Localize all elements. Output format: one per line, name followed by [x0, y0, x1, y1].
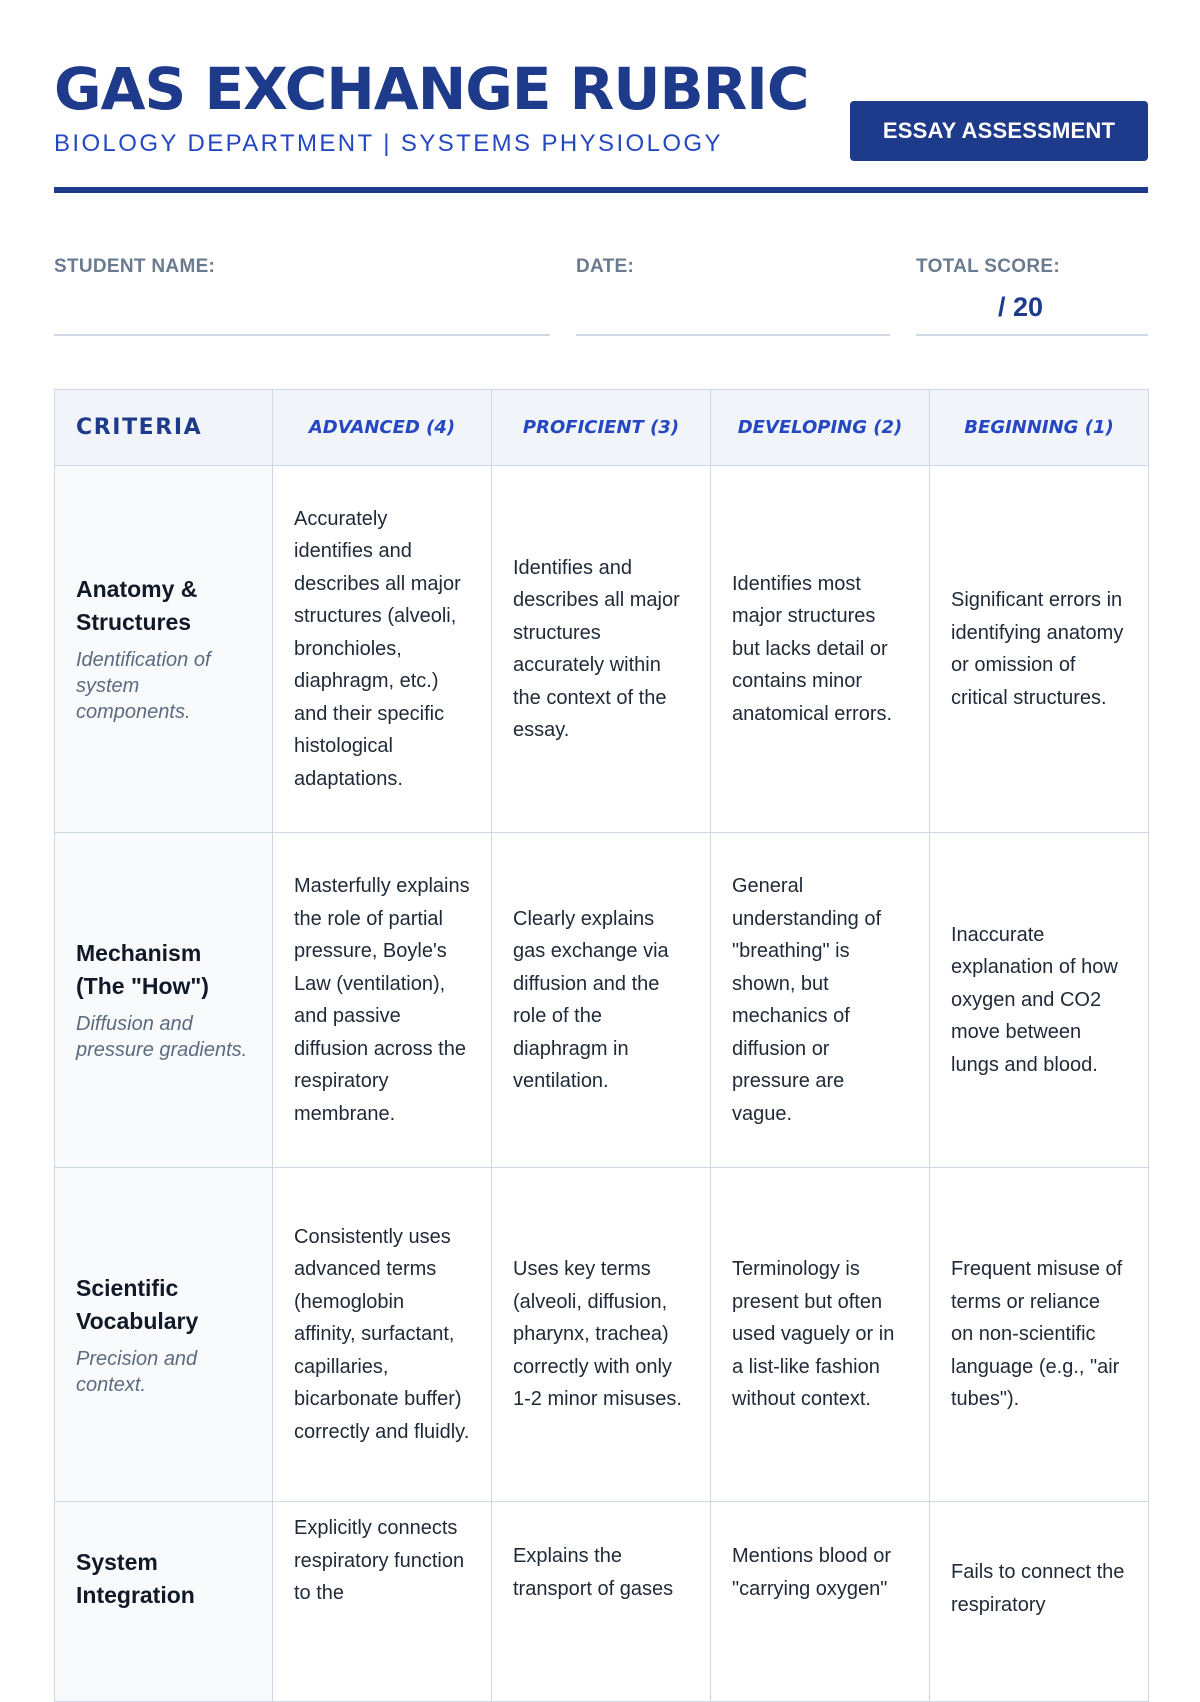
- header-criteria: CRITERIA: [55, 390, 273, 466]
- rubric-header-row: [55, 390, 1149, 466]
- total-score-label: TOTAL SCORE:: [916, 256, 1060, 277]
- header-proficient: PROFICIENT (3): [492, 390, 711, 466]
- essay-assessment-badge: ESSAY ASSESSMENT: [850, 101, 1148, 161]
- criteria-name: Mechanism (The "How"): [76, 940, 209, 999]
- developing-descriptor: General understanding of "breathing" is shown, but mechanics of diffusion or pressure are vague.: [711, 833, 930, 1168]
- beginning-descriptor: Frequent misuse of terms or reliance on non-scientific language (e.g., "air tubes").: [930, 1168, 1149, 1502]
- beginning-descriptor: Significant errors in identifying anatomy or omission of critical structures.: [930, 466, 1149, 833]
- date-field[interactable]: [576, 256, 890, 336]
- advanced-descriptor: Explicitly connects respiratory function to the: [273, 1502, 492, 1702]
- beginning-descriptor: Inaccurate explanation of how oxygen and CO2 move between lungs and blood.: [930, 833, 1149, 1168]
- criteria-cell: [55, 833, 273, 1168]
- criteria-cell: [55, 466, 273, 833]
- beginning-descriptor: Fails to connect the respiratory: [930, 1502, 1149, 1702]
- developing-descriptor: Identifies most major structures but lacks detail or contains minor anatomical errors.: [711, 466, 930, 833]
- page-title: GAS EXCHANGE RUBRIC: [54, 55, 809, 123]
- criteria-cell: [55, 1502, 273, 1702]
- criteria-cell: [55, 1168, 273, 1502]
- proficient-descriptor: Identifies and describes all major structures accurately within the context of the essay.: [492, 466, 711, 833]
- rubric-table: [54, 389, 1149, 1702]
- total-score-field[interactable]: [916, 256, 1148, 336]
- developing-descriptor: Terminology is present but often used vaguely or in a list-like fashion without context.: [711, 1168, 930, 1502]
- table-row: [55, 1502, 1149, 1702]
- header-advanced: ADVANCED (4): [273, 390, 492, 466]
- header-beginning: BEGINNING (1): [930, 390, 1149, 466]
- developing-descriptor: Mentions blood or "carrying oxygen": [711, 1502, 930, 1702]
- criteria-description: Precision and context.: [76, 1347, 198, 1396]
- header-divider: [54, 187, 1148, 193]
- total-score-value: / 20: [998, 292, 1044, 322]
- advanced-descriptor: Consistently uses advanced terms (hemoglobin affinity, surfactant, capillaries, bicarbonate buffer) correctly and fluidly.: [273, 1168, 492, 1502]
- page-subtitle: BIOLOGY DEPARTMENT | SYSTEMS PHYSIOLOGY: [54, 130, 723, 157]
- criteria-name: System Integration: [76, 1549, 195, 1608]
- date-label: DATE:: [576, 256, 635, 277]
- page-header: [54, 55, 1148, 194]
- student-name-label: STUDENT NAME:: [54, 256, 216, 277]
- criteria-description: Diffusion and pressure gradients.: [76, 1013, 248, 1061]
- criteria-description: Identification of system components.: [76, 649, 211, 723]
- criteria-name: Scientific Vocabulary: [76, 1274, 199, 1334]
- proficient-descriptor: Clearly explains gas exchange via diffusion and the role of the diaphragm in ventilation.: [492, 833, 711, 1168]
- header-developing: DEVELOPING (2): [711, 390, 930, 466]
- table-row: [55, 1168, 1149, 1502]
- student-name-field[interactable]: [54, 256, 550, 336]
- proficient-descriptor: Uses key terms (alveoli, diffusion, pharynx, trachea) correctly with only 1-2 minor misuses.: [492, 1168, 711, 1502]
- proficient-descriptor: Explains the transport of gases: [492, 1502, 711, 1702]
- advanced-descriptor: Accurately identifies and describes all major structures (alveoli, bronchioles, diaphragm, etc.) and their specific histological adaptations.: [273, 466, 492, 833]
- criteria-name: Anatomy & Structures: [76, 576, 198, 635]
- table-row: [55, 466, 1149, 833]
- table-row: [55, 833, 1149, 1168]
- advanced-descriptor: Masterfully explains the role of partial pressure, Boyle's Law (ventilation), and passive diffusion across the respiratory membrane.: [273, 833, 492, 1168]
